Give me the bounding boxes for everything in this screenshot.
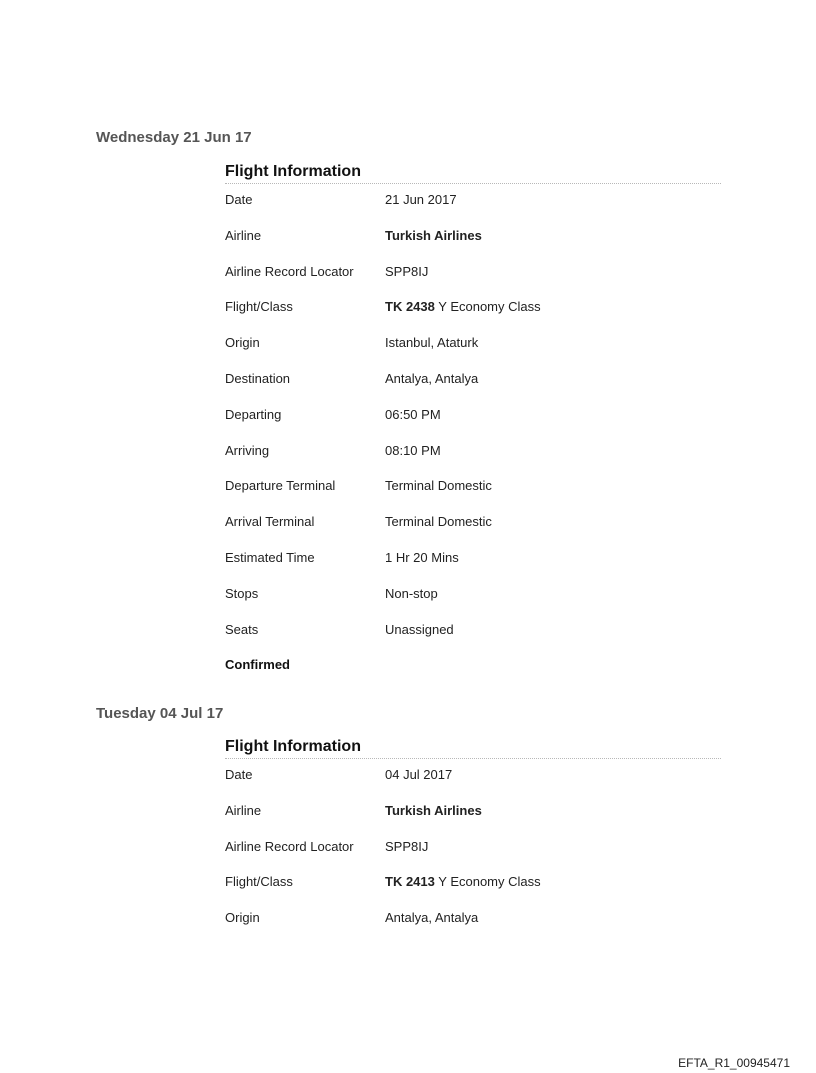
value-flight-class [385,874,541,890]
row-airline [225,228,721,264]
label-record-locator: Airline Record Locator [225,838,354,854]
label-airline: Airline [225,227,262,243]
status-confirmed: Confirmed [225,657,290,673]
document-id: EFTA_R1_00945471 [678,1056,790,1070]
label-destination: Destination [225,370,291,386]
label-arriving: Arriving [225,442,270,458]
row-estimated-time [225,550,721,586]
fare-class: Y Economy Class [438,299,541,315]
row-arrival-terminal [225,514,721,550]
value-date: 21 Jun 2017 [385,192,457,207]
row-date [225,192,721,228]
value-departure-terminal: Terminal Domestic [385,478,492,494]
value-stops: Non-stop [385,585,438,601]
value-origin: Antalya, Antalya [385,910,479,926]
row-status [225,657,721,693]
label-airline: Airline [225,802,262,818]
value-date: 04 Jul 2017 [385,767,453,782]
value-record-locator: SPP8IJ [385,263,429,279]
label-stops: Stops [225,585,259,601]
label-flight-class: Flight/Class [225,874,293,890]
value-record-locator: SPP8IJ [385,838,429,854]
value-flight-class [385,299,541,315]
day-heading-trip1: Wednesday 21 Jun 17 [96,129,252,146]
value-airline [385,228,482,244]
row-airline [225,803,721,839]
flight-number: TK 2413 [385,874,435,890]
value-destination: Antalya, Antalya [385,370,479,386]
row-flight-class [225,874,721,910]
row-seats [225,622,721,658]
day-heading-trip2: Tuesday 04 Jul 17 [96,705,224,722]
row-flight-class [225,299,721,335]
airline-name: Turkish Airlines [385,802,482,818]
row-departure-terminal [225,478,721,514]
label-arrival-terminal: Arrival Terminal [225,514,315,530]
value-departing: 06:50 PM [385,406,441,422]
flight-info-section-trip1 [225,162,721,693]
row-record-locator [225,839,721,875]
flight-info-section-trip2 [225,737,721,946]
label-date: Date [225,192,253,207]
value-estimated-time: 1 Hr 20 Mins [385,549,459,565]
row-departing [225,407,721,443]
flight-number: TK 2438 [385,299,435,315]
row-origin [225,910,721,946]
row-date [225,767,721,803]
label-date: Date [225,767,253,782]
label-seats: Seats [225,621,259,637]
airline-name: Turkish Airlines [385,227,482,243]
label-departure-terminal: Departure Terminal [225,478,336,494]
label-departing: Departing [225,406,282,422]
row-record-locator [225,264,721,300]
label-flight-class: Flight/Class [225,299,293,315]
row-origin [225,335,721,371]
value-arrival-terminal: Terminal Domestic [385,514,492,530]
value-arriving: 08:10 PM [385,442,441,458]
label-estimated-time: Estimated Time [225,549,315,565]
label-origin: Origin [225,910,260,926]
value-seats: Unassigned [385,621,454,637]
section-title: Flight Information [225,162,721,184]
fare-class: Y Economy Class [438,874,541,890]
value-airline [385,803,482,819]
label-record-locator: Airline Record Locator [225,263,354,279]
row-arriving [225,443,721,479]
section-title: Flight Information [225,737,721,759]
row-stops [225,586,721,622]
label-origin: Origin [225,335,260,351]
value-origin: Istanbul, Ataturk [385,335,479,351]
row-destination [225,371,721,407]
